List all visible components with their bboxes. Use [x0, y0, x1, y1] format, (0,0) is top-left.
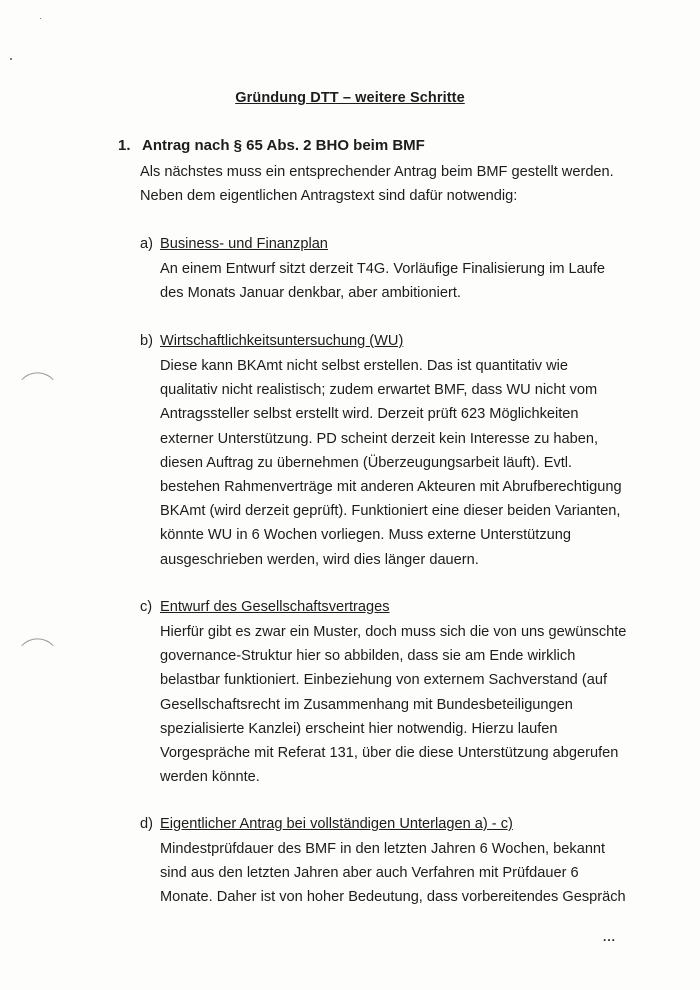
- text-line: Vorgespräche mit Referat 131, über die diese Unterstützung abgerufen: [160, 745, 619, 762]
- text-line: An einem Entwurf sitzt derzeit T4G. Vorläufige Finalisierung im Laufe: [160, 261, 606, 277]
- item-heading: Eigentlicher Antrag bei vollständigen Unterlagen a) - c): [160, 816, 513, 832]
- item-marker: a): [140, 236, 153, 252]
- text-line: qualitativ nicht realistisch; zudem erwartet BMF, dass WU nicht vom: [160, 382, 598, 399]
- text-line: BKAmt (wird derzeit geprüft). Funktioniert eine dieser beiden Varianten,: [160, 503, 621, 520]
- item-marker: c): [140, 599, 153, 615]
- section-title: Antrag nach § 65 Abs. 2 BHO beim BMF: [142, 137, 425, 154]
- item-marker: b): [140, 333, 153, 349]
- item-heading: Entwurf des Gesellschaftsvertrages: [160, 599, 390, 615]
- item-body: [160, 257, 630, 305]
- section-heading: [118, 137, 425, 154]
- text-line: Als nächstes muss ein entsprechender Antrag beim BMF gestellt werden.: [140, 164, 614, 180]
- text-line: diesen Auftrag zu übernehmen (Überzeugungsarbeit läuft). Evtl.: [160, 454, 573, 471]
- text-line: Monate. Daher ist von hoher Bedeutung, dass vorbereitendes Gespräch: [160, 889, 626, 906]
- item-body: [160, 837, 630, 910]
- text-line: externer Unterstützung. PD scheint derzeit kein Interesse zu haben,: [160, 430, 599, 447]
- text-line: sind aus den letzten Jahren aber auch Verfahren mit Prüfdauer 6: [160, 865, 579, 882]
- text-line: Gesellschaftsrecht im Zusammenhang mit Bundesbeteiligungen: [160, 696, 573, 713]
- section-intro: [140, 160, 620, 208]
- punch-hole-mark: [21, 363, 54, 396]
- item-heading: Wirtschaftlichkeitsuntersuchung (WU): [160, 333, 404, 349]
- document-title: Gründung DTT – weitere Schritte: [235, 90, 465, 106]
- text-line: governance-Struktur hier so abbilden, dass sie am Ende wirklich: [160, 648, 576, 665]
- scan-speck: [40, 18, 41, 19]
- scan-speck: [10, 58, 12, 60]
- text-line: spezialisierte Kanzlei) erscheint hier notwendig. Hierzu laufen: [160, 720, 558, 737]
- text-line: bestehen Rahmenverträge mit anderen Akteuren mit Abrufberechtigung: [160, 479, 622, 496]
- text-line: Mindestprüfdauer des BMF in den letzten Jahren 6 Wochen, bekannt: [160, 841, 606, 857]
- section-number: 1.: [118, 137, 131, 154]
- text-line: Neben dem eigentlichen Antragstext sind dafür notwendig:: [140, 188, 518, 205]
- item-body: [160, 354, 630, 572]
- continuation-mark: ...: [603, 930, 617, 944]
- text-line: Hierfür gibt es zwar ein Muster, doch muss sich die von uns gewünschte: [160, 624, 627, 640]
- punch-hole-mark: [21, 629, 54, 662]
- item-heading: Business- und Finanzplan: [160, 236, 328, 252]
- text-line: könnte WU in 6 Wochen vorliegen. Muss externe Unterstützung: [160, 527, 571, 544]
- text-line: Antragssteller selbst erstellt wird. Derzeit prüft 623 Möglichkeiten: [160, 406, 579, 423]
- item-marker: d): [140, 816, 153, 832]
- text-line: des Monats Januar denkbar, aber ambitioniert.: [160, 285, 461, 302]
- text-line: belastbar funktioniert. Einbeziehung von externem Sachverstand (auf: [160, 672, 607, 689]
- text-line: werden könnte.: [160, 769, 260, 786]
- text-line: Diese kann BKAmt nicht selbst erstellen. Das ist quantitativ wie: [160, 358, 568, 374]
- text-line: ausgeschrieben werden, wird dies länger dauern.: [160, 551, 479, 568]
- item-body: [160, 620, 630, 789]
